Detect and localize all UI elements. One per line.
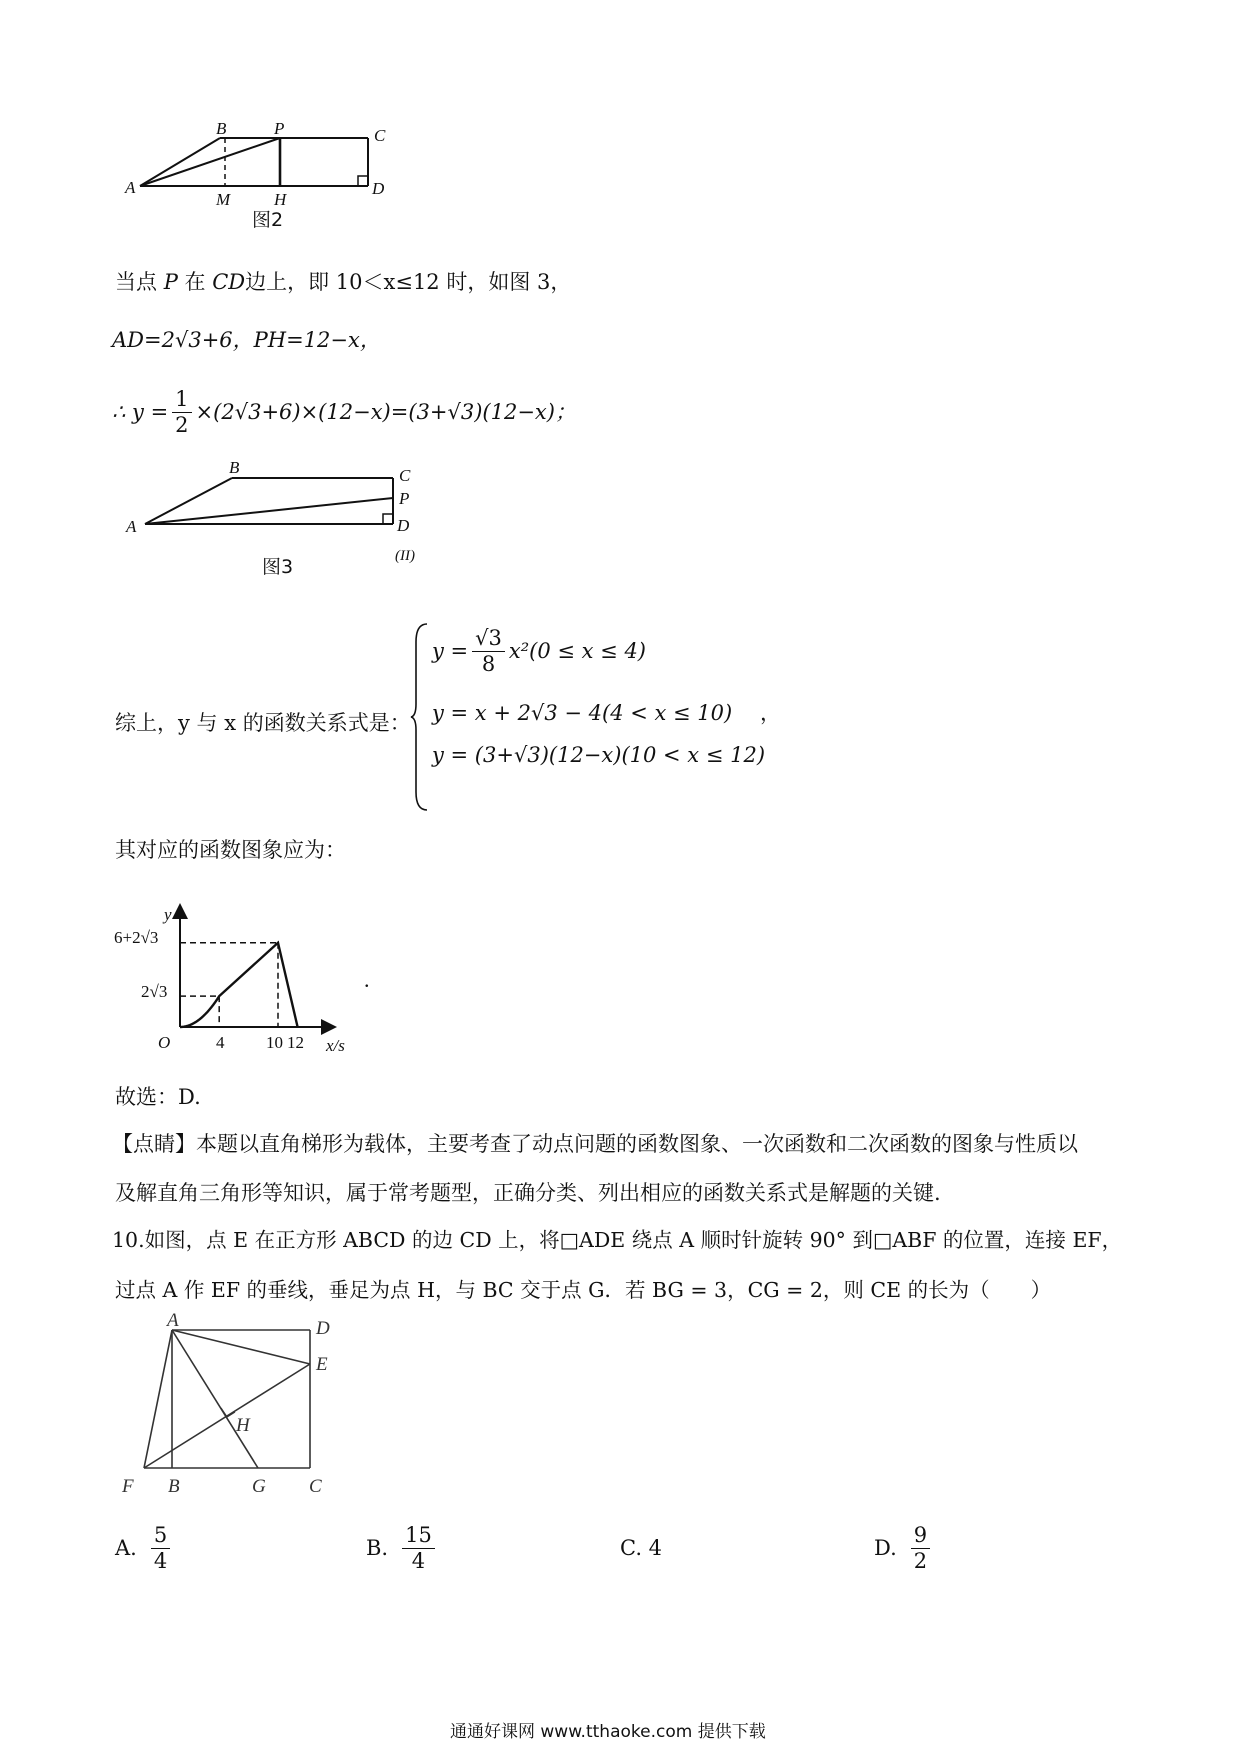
option-D[interactable] bbox=[874, 1518, 930, 1578]
figure-2 bbox=[0, 0, 420, 240]
fig2-label-P: P bbox=[274, 119, 285, 138]
option-B[interactable] bbox=[366, 1518, 435, 1578]
q10-label-C: C bbox=[309, 1476, 322, 1497]
case3-y-lead: ∴ y = bbox=[112, 399, 169, 424]
fig2-label-D: D bbox=[372, 179, 385, 198]
case3-intro-P: P bbox=[163, 270, 178, 294]
fig2-label-C: C bbox=[374, 126, 386, 145]
graph-curve bbox=[180, 943, 298, 1027]
fig2-caption: 图2 bbox=[252, 209, 284, 231]
q10-label-A: A bbox=[167, 1310, 179, 1331]
graph-trail-dot: . bbox=[364, 967, 370, 992]
fig3-label-C: C bbox=[399, 466, 411, 485]
summary-piece-3: y = (3+√3)(12−x)(10 < x ≤ 12) bbox=[432, 743, 766, 767]
case3-half-den: 2 bbox=[175, 412, 189, 437]
graph-xtick-10: 10 bbox=[266, 1033, 283, 1052]
graph-x-label: x/s bbox=[326, 1036, 345, 1055]
q10-label-B: B bbox=[168, 1476, 180, 1497]
graph-intro: 其对应的函数图象应为： bbox=[115, 838, 346, 862]
graph-ytick-top: 6+2√3 bbox=[114, 928, 159, 947]
summary-lead: 综上，y 与 x 的函数关系式是： bbox=[115, 711, 411, 735]
summary-piece-2: y = x + 2√3 − 4(4 < x ≤ 10) bbox=[432, 701, 733, 725]
option-B-num: 15 bbox=[402, 1525, 435, 1549]
graph-xtick-12: 12 bbox=[287, 1033, 304, 1052]
summary-trail: ， bbox=[760, 701, 781, 725]
fig3-label-A: A bbox=[126, 517, 137, 536]
option-A-den: 4 bbox=[153, 1548, 168, 1573]
option-A-label: A. bbox=[115, 1535, 137, 1560]
graph-y-label: y bbox=[164, 905, 172, 924]
figure-3 bbox=[0, 440, 460, 590]
option-B-fraction bbox=[402, 1522, 435, 1573]
case3-ad-equation: AD=2√3+6，PH=12−x， bbox=[112, 328, 381, 352]
case3-intro-mid: 在 bbox=[184, 270, 206, 294]
option-D-fraction bbox=[911, 1522, 930, 1573]
option-B-den: 4 bbox=[411, 1548, 426, 1573]
graph-origin: O bbox=[158, 1033, 171, 1052]
piece1-den: 8 bbox=[481, 651, 496, 676]
fig3-label-II: (II) bbox=[395, 548, 415, 564]
comment-line-1: 【点睛】本题以直角梯形为载体，主要考查了动点问题的函数图象、一次函数和二次函数的图象与性质以 bbox=[112, 1132, 1078, 1156]
case3-intro-pre: 当点 bbox=[115, 270, 157, 294]
case3-intro-CD: CD bbox=[212, 270, 246, 294]
q10-label-D: D bbox=[316, 1318, 330, 1339]
case3-half-fraction bbox=[172, 386, 191, 437]
graph-xtick-4: 4 bbox=[216, 1033, 225, 1052]
piece1-num: √3 bbox=[472, 628, 505, 652]
function-graph bbox=[0, 885, 420, 1065]
comment-line-2: 及解直角三角形等知识，属于常考题型，正确分类、列出相应的函数关系式是解题的关键. bbox=[115, 1181, 941, 1205]
case3-y-equation bbox=[112, 382, 576, 442]
case3-intro bbox=[115, 272, 571, 293]
case3-intro-post: 边上，即 10＜x≤12 时，如图 3， bbox=[245, 270, 572, 294]
piece1-post: x²(0 ≤ x ≤ 4) bbox=[508, 638, 646, 663]
q10-line-1: 10.如图，点 E 在正方形 ABCD 的边 CD 上，将□ADE 绕点 A 顺时针旋转 90° 到□ABF 的位置，连接 EF， bbox=[112, 1228, 1123, 1252]
case3-y-rest: ×(2√3+6)×(12−x)=(3+√3)(12−x)； bbox=[195, 399, 576, 424]
q10-label-F: F bbox=[122, 1476, 134, 1497]
option-A-fraction bbox=[151, 1522, 170, 1573]
option-A-num: 5 bbox=[151, 1525, 170, 1549]
fig3-caption: 图3 bbox=[262, 556, 294, 578]
fig3-label-P: P bbox=[399, 489, 410, 508]
footer-text: 通通好课网 www.tthaoke.com 提供下载 bbox=[450, 1722, 766, 1742]
fig3-label-B: B bbox=[229, 458, 240, 477]
fig2-label-M: M bbox=[216, 190, 231, 209]
q10-line-2: 过点 A 作 EF 的垂线，垂足为点 H，与 BC 交于点 G．若 BG = 3，CG = 2，则 CE 的长为（ ） bbox=[115, 1278, 1052, 1302]
fig2-label-A: A bbox=[125, 178, 136, 197]
graph-ytick-mid: 2√3 bbox=[141, 982, 168, 1001]
piece1-fraction bbox=[472, 625, 505, 676]
fig2-label-H: H bbox=[274, 190, 287, 209]
q10-figure bbox=[0, 1310, 360, 1510]
fig3-label-D: D bbox=[397, 516, 410, 535]
option-A[interactable] bbox=[115, 1518, 170, 1578]
option-D-label: D. bbox=[874, 1535, 897, 1560]
q10-label-H: H bbox=[236, 1415, 250, 1436]
summary-brace bbox=[410, 622, 430, 812]
option-B-label: B. bbox=[366, 1535, 389, 1560]
q10-label-G: G bbox=[252, 1476, 266, 1497]
fig2-label-B: B bbox=[216, 119, 227, 138]
answer-text: 故选：D. bbox=[115, 1085, 201, 1109]
q10-label-E: E bbox=[316, 1354, 328, 1375]
summary-piece-1 bbox=[432, 624, 646, 678]
option-C[interactable]: C. 4 bbox=[620, 1536, 663, 1560]
option-D-num: 9 bbox=[911, 1525, 930, 1549]
option-D-den: 2 bbox=[913, 1548, 928, 1573]
piece1-pre: y = bbox=[432, 638, 469, 663]
case3-half-num: 1 bbox=[172, 389, 191, 413]
